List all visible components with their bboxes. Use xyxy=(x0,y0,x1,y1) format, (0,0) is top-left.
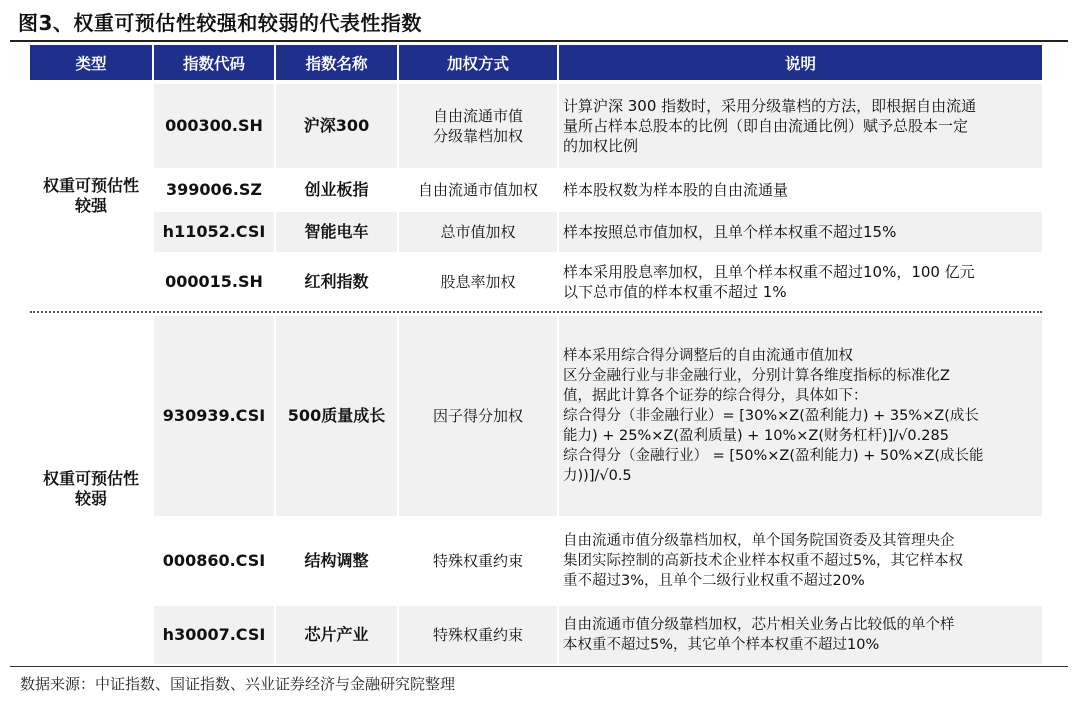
row-desc: 样本采用股息率加权，且单个样本权重不超过10%，100 亿元 以下总市值的样本权重不超过 1% xyxy=(563,262,975,301)
title-rule xyxy=(10,40,1068,42)
group-divider xyxy=(30,311,1042,313)
row-code: 399006.SZ xyxy=(166,180,262,199)
row-desc: 样本按照总市值加权，且单个样本权重不超过15% xyxy=(559,212,1042,252)
row-code: 000300.SH xyxy=(154,84,274,168)
header-method: 加权方式 xyxy=(399,45,557,80)
row-name: 红利指数 xyxy=(304,271,369,291)
header-type: 类型 xyxy=(30,45,152,80)
row-name: 智能电车 xyxy=(276,212,397,252)
row-code: 000860.CSI xyxy=(162,551,266,570)
figure-title: 图3、权重可预估性较强和较弱的代表性指数 xyxy=(18,11,422,35)
row-code: h11052.CSI xyxy=(154,212,274,252)
header-name: 指数名称 xyxy=(276,45,397,80)
table-header xyxy=(30,45,1042,80)
group-weak: 权重可预估性 较弱 xyxy=(42,469,139,508)
row-name: 芯片产业 xyxy=(276,606,397,664)
row-code: h30007.CSI xyxy=(154,606,274,664)
row-method: 因子得分加权 xyxy=(399,316,557,516)
source-note: 数据来源：中证指数、国证指数、兴业证券经济与金融研究院整理 xyxy=(20,675,456,693)
row-method: 特殊权重约束 xyxy=(432,552,523,570)
group-strong: 权重可预估性 较强 xyxy=(42,175,139,215)
row-method: 股息率加权 xyxy=(440,272,516,291)
row-desc: 自由流通市值分级靠档加权，芯片相关业务占比较低的单个样 本权重不超过5%，其它单个样本权重不超过10% xyxy=(559,606,1042,664)
header-desc: 说明 xyxy=(559,45,1042,80)
bottom-rule xyxy=(10,666,1068,667)
row-name: 500质量成长 xyxy=(276,316,397,516)
row-name: 沪深300 xyxy=(276,84,397,168)
row-desc: 样本采用综合得分调整后的自由流通市值加权 区分金融行业与非金融行业，分别计算各维度指标的标准化Z 值，据此计算各个证券的综合得分，具体如下： 综合得分（非金融行业）= [30%×Z(盈利能力) + 35%×Z(成长 能力) + 25%×Z(盈利质量) + 10%×Z(财务杠杆)]/√0.285 综合得分（金融行业） = [50%×Z(盈利能力) + 50%×Z(成长能 力))]/√0.5 xyxy=(559,316,1042,516)
row-method: 总市值加权 xyxy=(399,212,557,252)
row-method: 特殊权重约束 xyxy=(399,606,557,664)
row-method: 自由流通市值加权 xyxy=(417,181,538,199)
row-code: 000015.SH xyxy=(165,271,263,291)
row-name: 结构调整 xyxy=(304,551,369,570)
row-desc: 自由流通市值分级靠档加权，单个国务院国资委及其管理央企 集团实际控制的高新技术企业样本权重不超过5%，其它样本权 重不超过3%，且单个二级行业权重不超过20% xyxy=(563,533,964,589)
row-desc: 样本股权数为样本股的自由流通量 xyxy=(563,181,789,199)
row-desc: 计算沪深 300 指数时，采用分级靠档的方法，即根据自由流通 量所占样本总股本的比例（即自由流通比例）赋予总股本一定 的加权比例 xyxy=(559,84,1042,168)
row-method: 自由流通市值 分级靠档加权 xyxy=(399,84,557,168)
header-code: 指数代码 xyxy=(154,45,274,80)
row-name: 创业板指 xyxy=(304,180,369,199)
row-code: 930939.CSI xyxy=(154,316,274,516)
